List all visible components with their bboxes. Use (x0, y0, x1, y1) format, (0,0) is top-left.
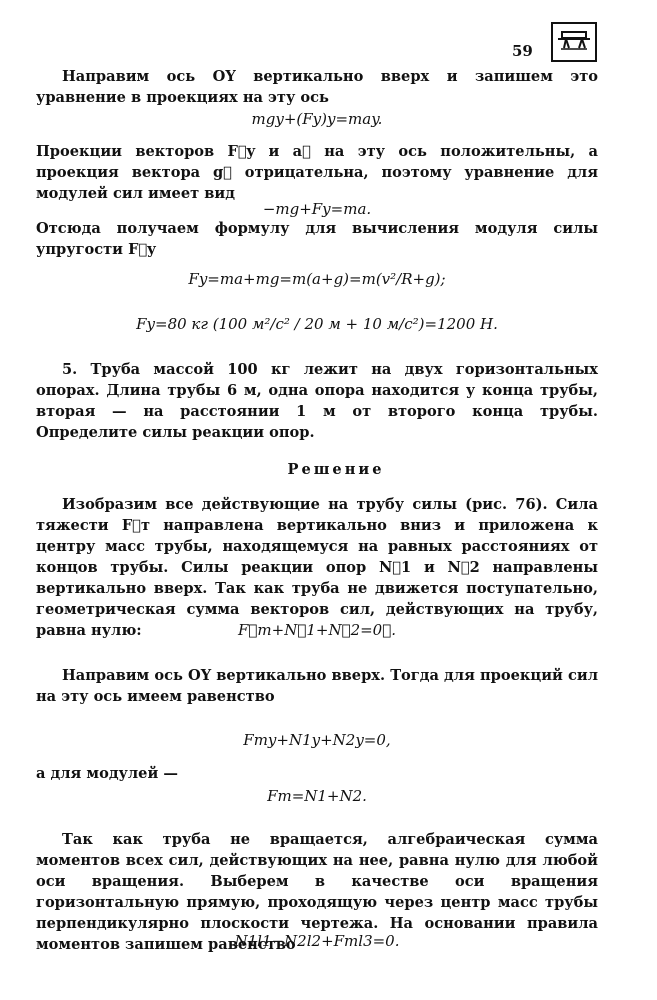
problem-5-statement: 5. Труба массой 100 кг лежит на двух горизонтальных опорах. Длина трубы 6 м, одна опора находится у конца трубы, вторая — на расстоянии 1 м от второго конца трубы. Определите силы реакции опор. (36, 361, 598, 441)
paragraph-solution-1: Изобразим все действующие на трубу силы (рис. 76). Сила тяжести F⃗т направлена вертикально вниз и приложена к центру масс трубы, находящемуся на равных расстояниях от концов трубы. Силы реакции опор N⃗1 и N⃗2 направлены вертикально вверх. Так как труба не движется поступательно, геометрическая сумма векторов сил, действующих на трубу, равна нулю: (36, 496, 598, 639)
pipe-on-supports-icon (551, 22, 597, 62)
paragraph-3: Отсюда получаем формулу для вычисления модуля силы упругости F⃗y (36, 220, 598, 258)
solution-heading: Решение (287, 461, 385, 478)
equation-5: F⃗т+N⃗1+N⃗2=0⃗. (238, 621, 396, 639)
paragraph-1: Направим ось OY вертикально вверх и запишем это уравнение в проекциях на эту ось (36, 68, 598, 106)
paragraph-solution-4: Так как труба не вращается, алгебраическая сумма моментов всех сил, действующих на нее, равна нулю для любой оси вращения. Выберем в качестве оси вращения горизонтальную прямую, проходящую через центр масс трубы перпендикулярно плоскости чертежа. На основании правила моментов запишем равенство (36, 831, 598, 953)
equation-4: Fy=80 кг (100 м²/с² / 20 м + 10 м/с²)=1200 Н. (136, 315, 498, 333)
equation-6: Fтy+N1y+N2y=0, (243, 731, 391, 749)
paragraph-solution-2: Направим ось OY вертикально вверх. Тогда для проекций сил на эту ось имеем равенство (36, 667, 598, 705)
equation-2: −mg+Fy=ma. (262, 200, 372, 218)
paragraph-2: Проекции векторов F⃗y и a⃗ на эту ось положительны, а проекция вектора g⃗ отрицательна, поэтому уравнение для модулей сил имеет вид (36, 143, 598, 202)
equation-3: Fy=ma+mg=m(a+g)=m(v²/R+g); (188, 270, 446, 288)
equation-1: mgy+(Fy)y=may. (251, 110, 383, 128)
paragraph-solution-3: а для модулей — (36, 765, 178, 782)
equation-8: N1l1−N2l2+Fтl3=0. (234, 932, 400, 950)
equation-7: Fт=N1+N2. (267, 787, 367, 805)
page-number: 59 (512, 42, 533, 60)
